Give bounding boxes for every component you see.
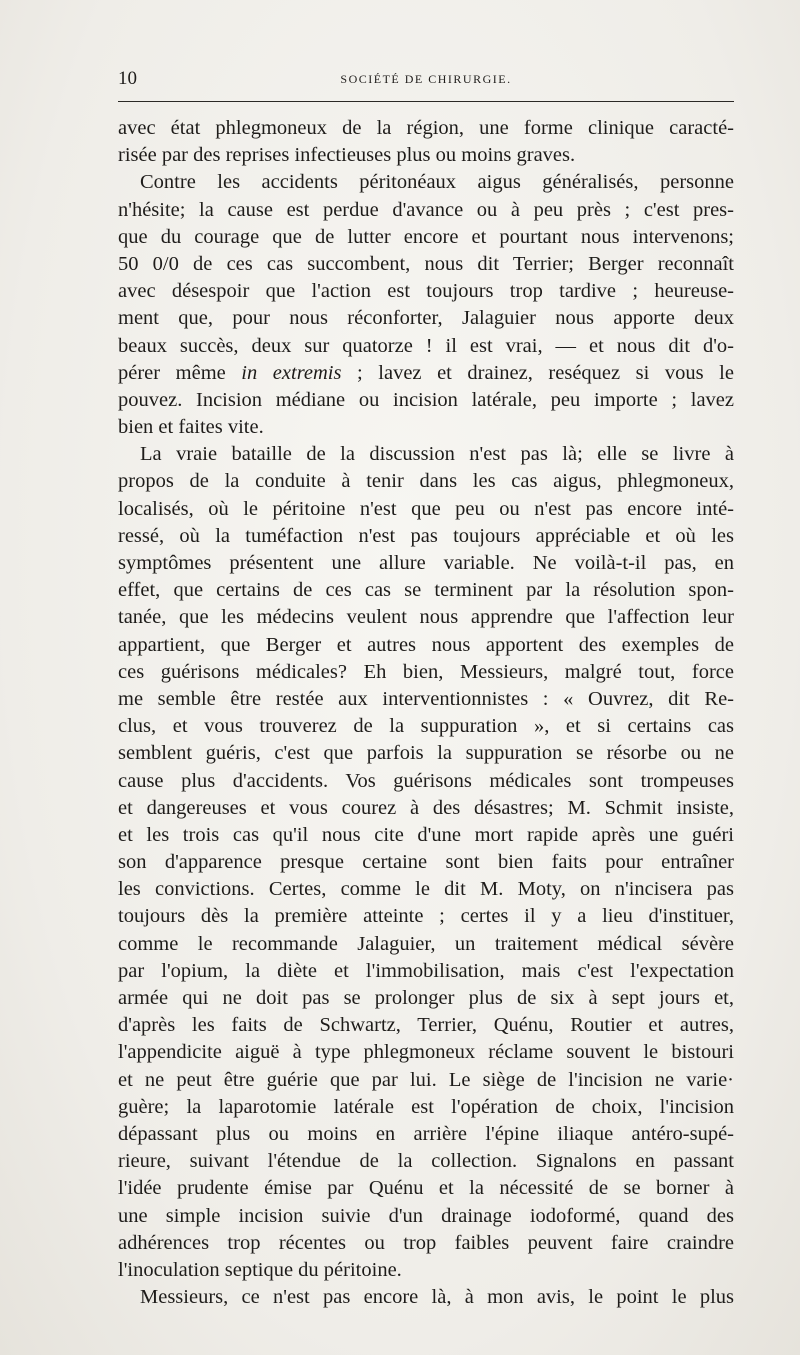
text-line: que du courage que de lutter encore et pourtant nous intervenons; bbox=[118, 225, 734, 248]
text-line: beaux succès, deux sur quatorze ! il est vrai, — et nous dit d'o- bbox=[118, 334, 734, 357]
text-line: risée par des reprises infectieuses plus ou moins graves. bbox=[118, 144, 576, 167]
text-line: Messieurs, ce n'est pas encore là, à mon avis, le point le plus bbox=[140, 1286, 734, 1309]
text-line: une simple incision suivie d'un drainage iodoformé, quand des bbox=[118, 1204, 734, 1227]
text-line: symptômes présentent une allure variable. Ne voilà-t-il pas, en bbox=[118, 552, 734, 574]
text-line: 50 0/0 de ces cas succombent, nous dit Terrier; Berger reconnaît bbox=[118, 252, 734, 275]
text-line: toujours dès la première atteinte ; certes il y a lieu d'instituer, bbox=[118, 905, 734, 928]
running-header bbox=[118, 68, 734, 92]
text-line: comme le recommande Jalaguier, un traitement médical sévère bbox=[118, 932, 734, 955]
text-line: tanée, que les médecins veulent nous apprendre que l'affection leur bbox=[118, 606, 734, 629]
page-number: 10 bbox=[118, 68, 137, 89]
text-line: ressé, où la tuméfaction n'est pas toujours appréciable et où les bbox=[118, 524, 734, 547]
text-line: cause plus d'accidents. Vos guérisons médicales sont trompeuses bbox=[118, 769, 734, 792]
text-line: semblent guéris, c'est que parfois la suppuration se résorbe ou ne bbox=[118, 742, 734, 765]
text-line: avec désespoir que l'action est toujours trop tardive ; heureuse- bbox=[118, 280, 734, 303]
text-line: me semble être restée aux interventionnistes : « Ouvrez, dit Re- bbox=[118, 687, 734, 710]
text-line: appartient, que Berger et autres nous apportent des exemples de bbox=[118, 633, 734, 656]
text-line: avec état phlegmoneux de la région, une forme clinique caracté- bbox=[118, 117, 734, 139]
text-line: d'après les faits de Schwartz, Terrier, Quénu, Routier et autres, bbox=[118, 1014, 734, 1037]
text-line: rieure, suivant l'étendue de la collection. Signalons en passant bbox=[118, 1150, 734, 1173]
text-line: n'hésite; la cause est perdue d'avance ou à peu près ; c'est pres- bbox=[118, 198, 734, 221]
text-line: clus, et vous trouverez de la suppuration », et si certains cas bbox=[118, 715, 734, 738]
body-text bbox=[118, 115, 734, 1311]
text-line: armée qui ne doit pas se prolonger plus de six à sept jours et, bbox=[118, 987, 734, 1009]
text-line: l'inoculation septique du péritoine. bbox=[118, 1258, 402, 1281]
text-line: propos de la conduite à tenir dans les cas aigus, phlegmoneux, bbox=[118, 470, 734, 493]
text-line: et les trois cas qu'il nous cite d'une mort rapide après une guéri bbox=[118, 823, 734, 846]
text-line: localisés, où le péritoine n'est que peu ou n'est pas encore inté- bbox=[118, 497, 734, 520]
text-line: dépassant plus ou moins en arrière l'épine iliaque antéro-supé- bbox=[118, 1122, 734, 1145]
text-line: par l'opium, la diète et l'immobilisation, mais c'est l'expectation bbox=[118, 959, 734, 982]
header-rule bbox=[118, 101, 734, 102]
text-line: La vraie bataille de la discussion n'est pas là; elle se livre à bbox=[140, 443, 734, 466]
text-line: et ne peut être guérie que par lui. Le siège de l'incision ne varie· bbox=[118, 1068, 734, 1091]
text-line: ces guérisons médicales? Eh bien, Messieurs, malgré tout, force bbox=[118, 660, 734, 683]
text-line: l'idée prudente émise par Quénu et la nécessité de se borner à bbox=[118, 1177, 734, 1200]
text-line: pouvez. Incision médiane ou incision latérale, peu importe ; lavez bbox=[118, 388, 734, 411]
text-line: adhérences trop récentes ou trop faibles peuvent faire craindre bbox=[118, 1231, 734, 1254]
text-line: les convictions. Certes, comme le dit M. Moty, on n'incisera pas bbox=[118, 878, 734, 901]
running-title: SOCIÉTÉ DE CHIRURGIE. bbox=[340, 72, 512, 86]
text-line: son d'apparence presque certaine sont bien faits pour entraîner bbox=[118, 851, 734, 874]
text-line: bien et faites vite. bbox=[118, 416, 264, 439]
text-line: Contre les accidents péritonéaux aigus généralisés, personne bbox=[140, 171, 734, 194]
text-line: guère; la laparotomie latérale est l'opération de choix, l'incision bbox=[118, 1095, 734, 1118]
text-line: ment que, pour nous réconforter, Jalaguier nous apporte deux bbox=[118, 307, 734, 330]
text-line: l'appendicite aiguë à type phlegmoneux réclame souvent le bistouri bbox=[118, 1041, 734, 1064]
text-line: et dangereuses et vous courez à des désastres; M. Schmit insiste, bbox=[118, 796, 734, 819]
text-line: effet, que certains de ces cas se terminent par la résolution spon- bbox=[118, 579, 734, 602]
text-line: pérer même in extremis ; lavez et drainez, reséquez si vous le bbox=[118, 361, 734, 384]
